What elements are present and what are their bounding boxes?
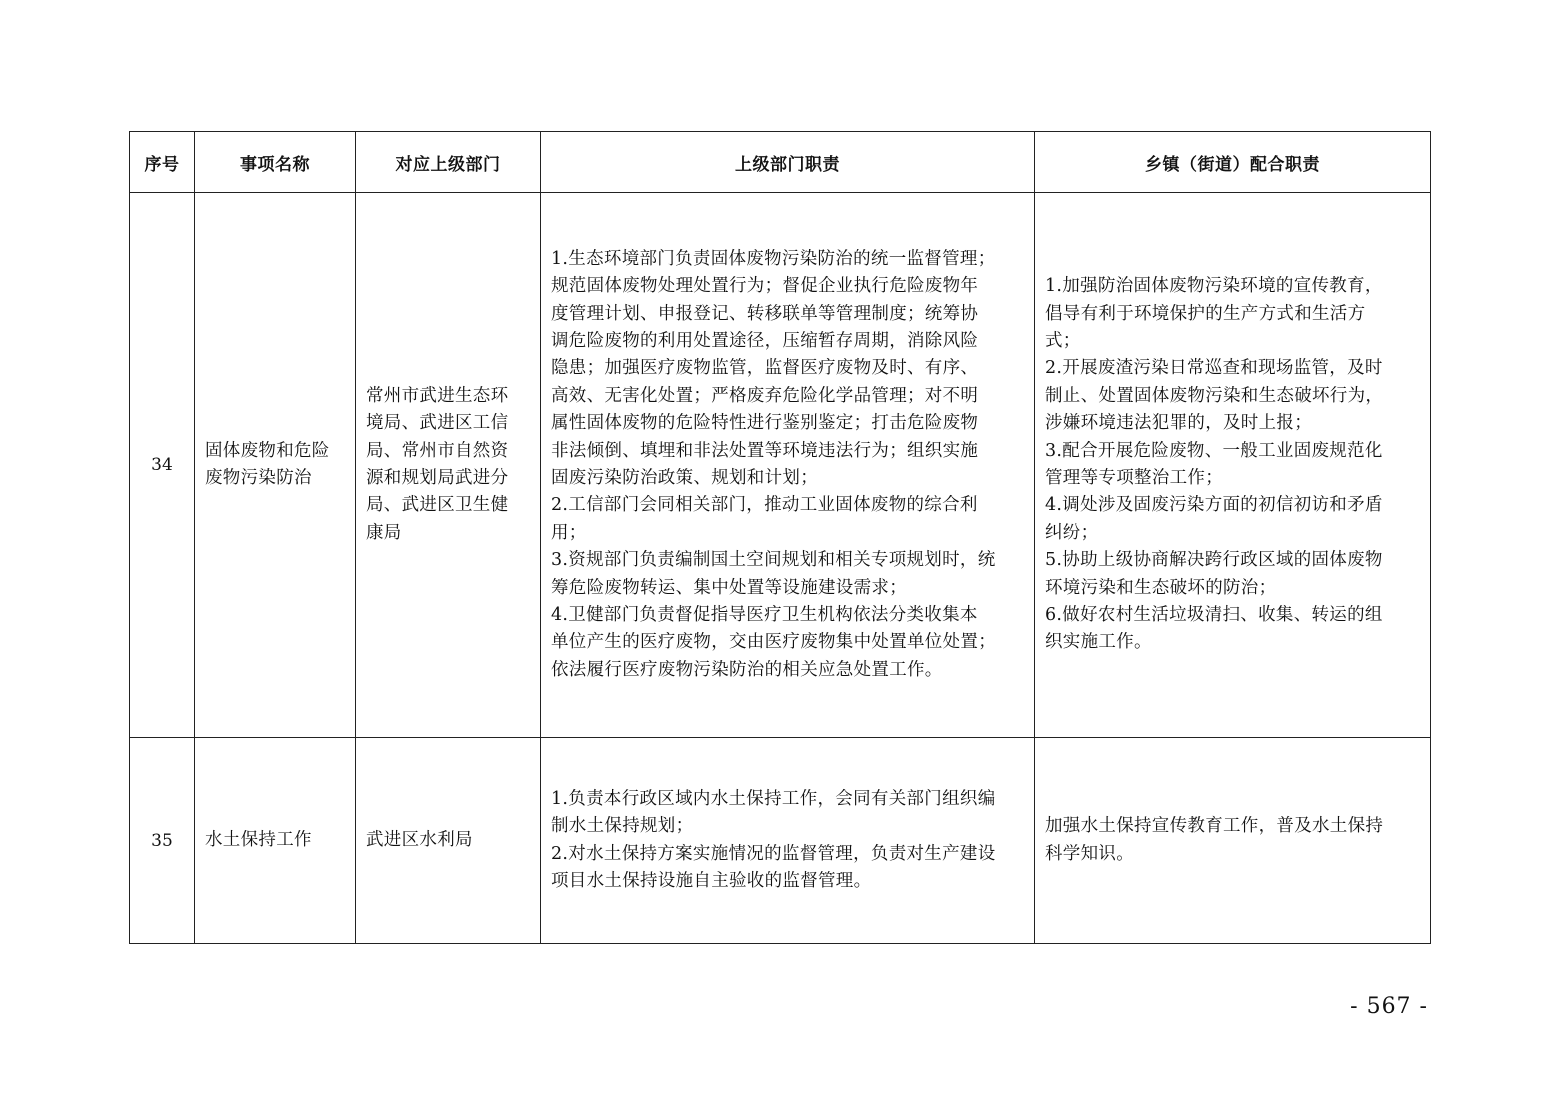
row-superior-duties: 1.生态环境部门负责固体废物污染防治的统一监督管理； 规范固体废物处理处置行为；督促企业执行危险废物年 度管理计划、申报登记、转移联单等管理制度；统筹协 调危险废物的利用处置途径，压缩暂存周期，消除风险 隐患；加强医疗废物监管，监督医疗废物及时、有序、 高效、无害化处置；严格废弃危险化学品管理；对不明 属性固体废物的危险特性进行鉴别鉴定；打击危险废物 非法倾倒、填埋和非法处置等环境违法行为；组织实施 固废污染防治政策、规划和计划； 2.工信部门会同相关部门，推动工业固体废物的综合利 用； 3.资规部门负责编制国土空间规划和相关专项规划时，统 筹危险废物转运、集中处置等设施建设需求； 4.卫健部门负责督促指导医疗卫生机构依法分类收集本 单位产生的医疗废物，交由医疗废物集中处置单位处置； 依法履行医疗废物污染防治的相关应急处置工作。 — [551, 248, 996, 680]
row-department: 武进区水利局 — [366, 829, 473, 850]
duty-table — [129, 131, 1431, 944]
header-superior-department: 对应上级部门 — [356, 132, 541, 193]
row-item-name-cell — [195, 193, 356, 738]
row-superior-duties: 1.负责本行政区域内水土保持工作，会同有关部门组织编 制水土保持规划； 2.对水土保持方案实施情况的监督管理，负责对生产建设 项目水土保持设施自主验收的监督管理。 — [551, 788, 996, 891]
header-serial-number: 序号 — [130, 132, 195, 193]
row-township-duties: 1.加强防治固体废物污染环境的宣传教育， 倡导有利于环境保护的生产方式和生活方 式； 2.开展废渣污染日常巡查和现场监管，及时 制止、处置固体废物污染和生态破坏行为， 涉嫌环境违法犯罪的，及时上报； 3.配合开展危险废物、一般工业固废规范化 管理等专项整治工作； 4.调处涉及固废污染方面的初信初访和矛盾 纠纷； 5.协助上级协商解决跨行政区域的固体废物 环境污染和生态破坏的防治； 6.做好农村生活垃圾清扫、收集、转运的组 织实施工作。 — [1045, 276, 1384, 653]
header-item-name: 事项名称 — [195, 132, 356, 193]
row-township-duties-cell — [1035, 193, 1431, 738]
table-header-row — [130, 132, 1431, 193]
row-serial-number: 34 — [130, 193, 195, 738]
row-superior-duties-cell — [541, 193, 1035, 738]
row-item-name-cell — [195, 738, 356, 944]
row-department-cell — [356, 193, 541, 738]
row-item-name: 水土保持工作 — [205, 829, 312, 850]
table-row — [130, 738, 1431, 944]
row-township-duties: 加强水土保持宣传教育工作，普及水土保持 科学知识。 — [1045, 816, 1384, 864]
header-superior-duties: 上级部门职责 — [541, 132, 1035, 193]
header-township-duties: 乡镇（街道）配合职责 — [1035, 132, 1431, 193]
row-item-name: 固体废物和危险 废物污染防治 — [205, 440, 330, 488]
row-township-duties-cell — [1035, 738, 1431, 944]
table-row — [130, 193, 1431, 738]
page-number: - 567 - — [1350, 994, 1428, 1019]
row-department: 常州市武进生态环 境局、武进区工信 局、常州市自然资 源和规划局武进分 局、武进区卫生健 康局 — [366, 385, 509, 543]
row-department-cell — [356, 738, 541, 944]
row-superior-duties-cell — [541, 738, 1035, 944]
row-serial-number: 35 — [130, 738, 195, 944]
